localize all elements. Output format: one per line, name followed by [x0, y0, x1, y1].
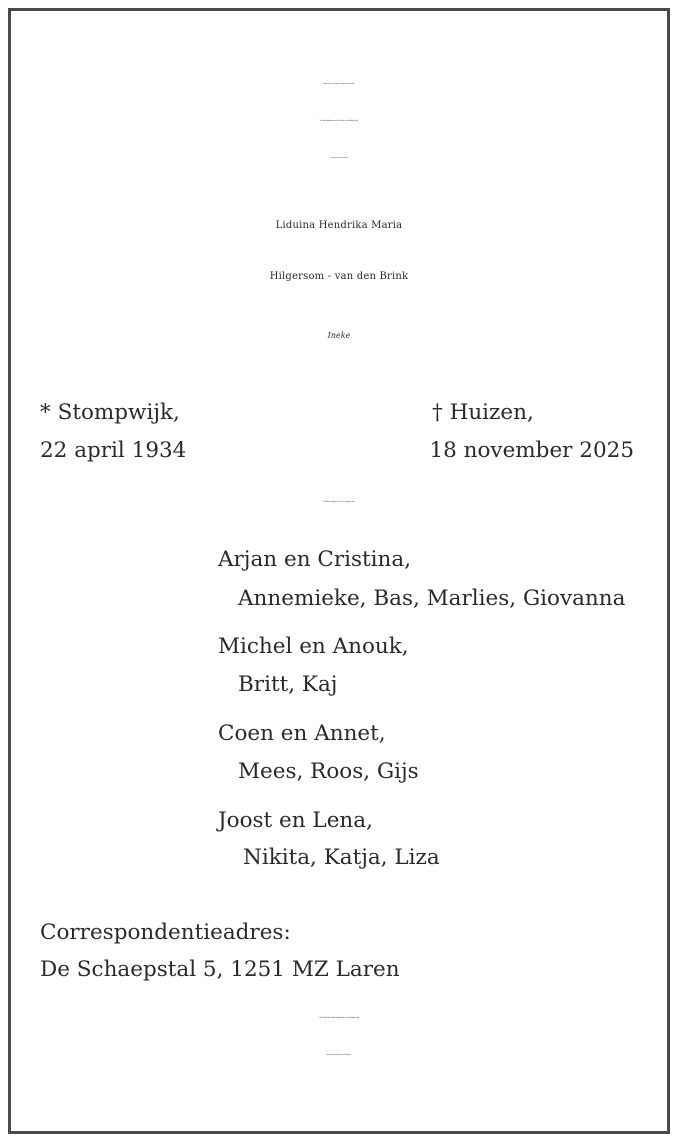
closing-line-1: Het afscheid heeft plaatsgevonden in het bijzijn van	[319, 1018, 359, 1019]
family-children-2: Britt, Kaj	[238, 672, 338, 697]
family-parents-2: Michel en Anouk,	[218, 634, 409, 659]
family-parents-4: Joost en Lena,	[218, 808, 373, 833]
quote-line-2: We zijn dankbaar voor alle liefde en vrolijkheid die	[319, 121, 359, 122]
quote-line-3: zij in ons leven bracht	[330, 158, 348, 159]
family-parents-1: Arjan en Cristina,	[218, 547, 412, 572]
death-date: 18 november 2025	[429, 438, 634, 463]
birth-date: 22 april 1934	[40, 438, 187, 463]
correspondence-address: De Schaepstal 5, 1251 MZ Laren	[40, 957, 400, 982]
deceased-name-line-1: Liduina Hendrika Maria	[275, 220, 403, 231]
closing-line-2: de mensen die haar lief hebben.	[326, 1055, 352, 1056]
birth-place: * Stompwijk,	[40, 400, 180, 425]
family-children-1: Annemieke, Bas, Marlies, Giovanna	[238, 586, 626, 611]
family-children-3: Mees, Roos, Gijs	[238, 759, 419, 784]
family-children-4: Nikita, Katja, Liza	[243, 845, 440, 870]
deceased-nickname: Ineke	[327, 331, 351, 340]
death-place: † Huizen,	[432, 400, 534, 425]
family-parents-3: Coen en Annet,	[218, 721, 386, 746]
quote-line-1: Ineke was een cadeau voor ons allemaal.	[323, 84, 355, 85]
deceased-name-line-2: Hilgersom - van den Brink	[269, 271, 409, 282]
correspondence-label: Correspondentieadres:	[40, 920, 291, 945]
spouse-line: Geliefde echtgenote van Kees Hilgersom †	[322, 502, 356, 503]
